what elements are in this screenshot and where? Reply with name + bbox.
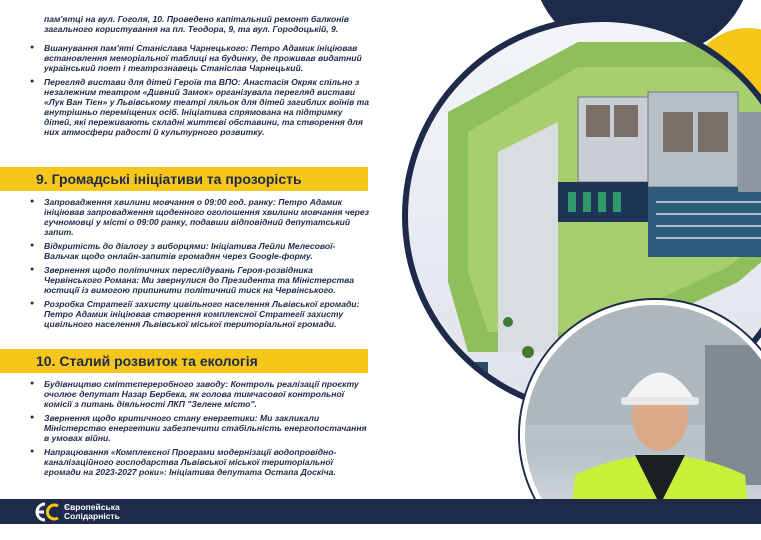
item-title: Запровадження хвилини мовчання о 09:00 год. ранку: (44, 197, 276, 207)
item-title: Відкритість до діалогу з виборцями: (44, 241, 209, 251)
list-item (30, 447, 370, 477)
item-body: Ініціатива Лейли Мелесової-Вальчак щодо онлайн-запитів громадян через Google-форму. (44, 241, 336, 261)
item-body: Ініціатива депутата Остапа Доскіча. (169, 467, 336, 477)
section-10-heading: 10. Сталий розвиток та екологія (0, 349, 368, 373)
brand-line-1: Європейська (64, 502, 120, 512)
item-body: Ми закликали Міністерство енергетики забезпечити стабільність енергопостачання в умовах війни. (44, 413, 367, 443)
list-item (30, 43, 370, 73)
item-body: Контроль реалізації проєкту очолює депутат Назар Бербека, як голова тимчасової контрольної комісії з питань діяльності ЛКП "Зелене місто". (44, 379, 359, 409)
item-body: Петро Адамик ініціював встановлення меморіальної таблиці на будинку, де проживав видатний український поет і театрознавець Станіслав Чарнецький. (44, 43, 362, 73)
section-9-list (30, 197, 370, 333)
section-a-list (30, 43, 370, 141)
footer-margin (0, 524, 761, 540)
section-10-list (30, 379, 370, 481)
list-item (30, 197, 370, 237)
list-item (30, 77, 370, 137)
brand-line-2: Солідарність (64, 511, 120, 521)
item-title: Будівництво сміттєпереробного заводу: (44, 379, 229, 389)
list-item (30, 299, 370, 329)
item-body: Петро Адамик ініціював запровадження щоденного оголошення хвилини мовчання через гучномовці у місті о 09:00 ранку, подавши відповідний депутатський запит. (44, 197, 370, 237)
item-body: Петро Адамик ініціював створення комплексної Стратегії захисту цивільного населення Львівської міської територіальної громади. (44, 309, 344, 329)
item-title: Вшанування пам'яті Станіслава Чарнецького: (44, 43, 249, 53)
item-body: Анастасія Окряк спільно з незалежним театром «Дивний Замок» організувала перегляд вистави «Лук Ван Тієн» у Львівському театрі ляльок для дітей загиблих воїнів та внутрішньо переміщених осіб. Ініціатива спрямована на підтримку дітей, які переживають складні життєві обставини, та створення для них атмосфери радості й культурного розвитку. (44, 77, 370, 137)
section-9-heading: 9. Громадські ініціативи та прозорість (0, 167, 368, 191)
list-item (30, 413, 370, 443)
item-title: Звернення щодо політичних переслідувань Героя-розвідника Червінського Романа: (44, 265, 313, 285)
item-body: Ми звернулися до Президента та Міністерства юстиції із вимогою припинити політичний тиск на Червінського. (44, 275, 355, 295)
item-title: Розробка Стратегії захисту цивільного населення Львівської громади: (44, 299, 360, 309)
party-logo-text (64, 503, 120, 521)
item-title: Звернення щодо критичного стану енергетики: (44, 413, 258, 423)
item-title: Перегляд вистави для дітей Героїв та ВПО: (44, 77, 241, 87)
list-item (30, 265, 370, 295)
party-logo (34, 502, 120, 522)
item-title: Напрацювання «Комплексної Програми модернізації водопровідно-каналізаційного господарства Львівської міської територіальної громади на 2023-2027 роки»: (44, 447, 337, 477)
list-item (30, 241, 370, 261)
party-logo-icon (34, 502, 60, 522)
intro-paragraph: пам'ятці на вул. Гоголя, 10. Проведено капітальний ремонт балконів загального користування на пл. Теодора, 9, та вул. Городоцькій, 9. (44, 14, 349, 34)
list-item (30, 379, 370, 409)
